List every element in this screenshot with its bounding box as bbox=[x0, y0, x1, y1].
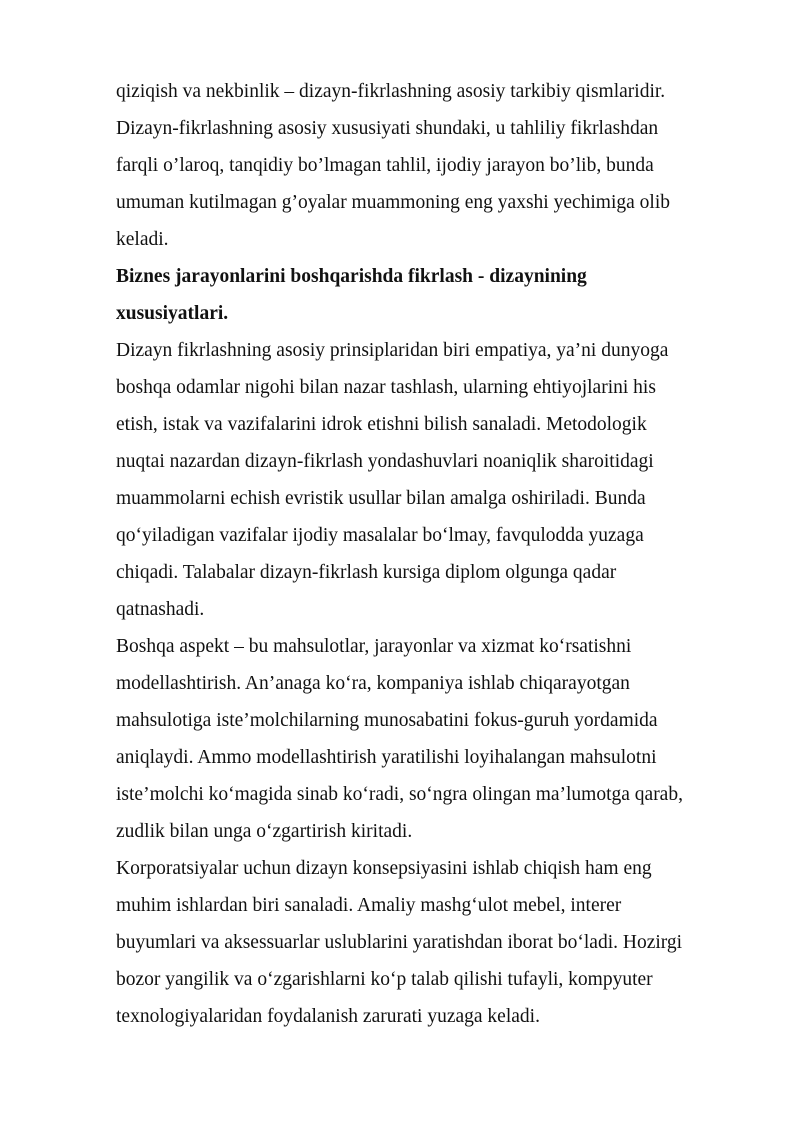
paragraph-line: mahsulotiga iste’molchilarning munosabatini fokus-guruh yordamida bbox=[116, 710, 658, 731]
paragraph-line: chiqadi. Talabalar dizayn-fikrlash kursiga diplom olgunga qadar bbox=[116, 562, 617, 583]
paragraph-line: keladi. bbox=[116, 229, 169, 250]
paragraph-line: Boshqa aspekt – bu mahsulotlar, jarayonlar va xizmat ko‘rsatishni bbox=[116, 636, 632, 657]
document-body bbox=[116, 73, 756, 1035]
paragraph-line: boshqa odamlar nigohi bilan nazar tashlash, ularning ehtiyojlarini his bbox=[116, 377, 656, 398]
paragraph-line: qo‘yiladigan vazifalar ijodiy masalalar bo‘lmay, favqulodda yuzaga bbox=[116, 525, 644, 546]
paragraph-line: buyumlari va aksessuarlar uslublarini yaratishdan iborat bo‘ladi. Hozirgi bbox=[116, 932, 683, 953]
paragraph-line: nuqtai nazardan dizayn-fikrlash yondashuvlari noaniqlik sharoitidagi bbox=[116, 451, 654, 472]
paragraph-line: muammolarni echish evristik usullar bilan amalga oshiriladi. Bunda bbox=[116, 488, 646, 509]
paragraph-line: qiziqish va nekbinlik – dizayn-fikrlashning asosiy tarkibiy qismlaridir. bbox=[116, 81, 666, 102]
paragraph-line: iste’molchi ko‘magida sinab ko‘radi, so‘ngra olingan ma’lumotga qarab, bbox=[116, 784, 683, 805]
paragraph-line: Dizayn fikrlashning asosiy prinsiplaridan biri empatiya, ya’ni dunyoga bbox=[116, 340, 669, 361]
paragraph-line: qatnashadi. bbox=[116, 599, 205, 620]
paragraph-line: modellashtirish. An’anaga ko‘ra, kompaniya ishlab chiqarayotgan bbox=[116, 673, 630, 694]
paragraph-line: Korporatsiyalar uchun dizayn konsepsiyasini ishlab chiqish ham eng bbox=[116, 858, 652, 879]
paragraph-line: farqli o’laroq, tanqidiy bo’lmagan tahlil, ijodiy jarayon bo’lib, bunda bbox=[116, 155, 654, 176]
paragraph-line: aniqlaydi. Ammo modellashtirish yaratilishi loyihalangan mahsulotni bbox=[116, 747, 657, 768]
section-heading-line: xususiyatlari. bbox=[116, 303, 229, 324]
paragraph-line: Dizayn-fikrlashning asosiy xususiyati shundaki, u tahliliy fikrlashdan bbox=[116, 118, 659, 139]
paragraph-line: bozor yangilik va o‘zgarishlarni ko‘p talab qilishi tufayli, kompyuter bbox=[116, 969, 653, 990]
paragraph-line: muhim ishlardan biri sanaladi. Amaliy mashg‘ulot mebel, interer bbox=[116, 895, 622, 916]
paragraph-line: umuman kutilmagan g’oyalar muammoning eng yaxshi yechimiga olib bbox=[116, 192, 671, 213]
paragraph-line: zudlik bilan unga o‘zgartirish kiritadi. bbox=[116, 821, 413, 842]
paragraph-line: texnologiyalaridan foydalanish zarurati yuzaga keladi. bbox=[116, 1006, 540, 1027]
paragraph-line: etish, istak va vazifalarini idrok etishni bilish sanaladi. Metodologik bbox=[116, 414, 647, 435]
section-heading-line: Biznes jarayonlarini boshqarishda fikrlash - dizaynining bbox=[116, 266, 587, 287]
